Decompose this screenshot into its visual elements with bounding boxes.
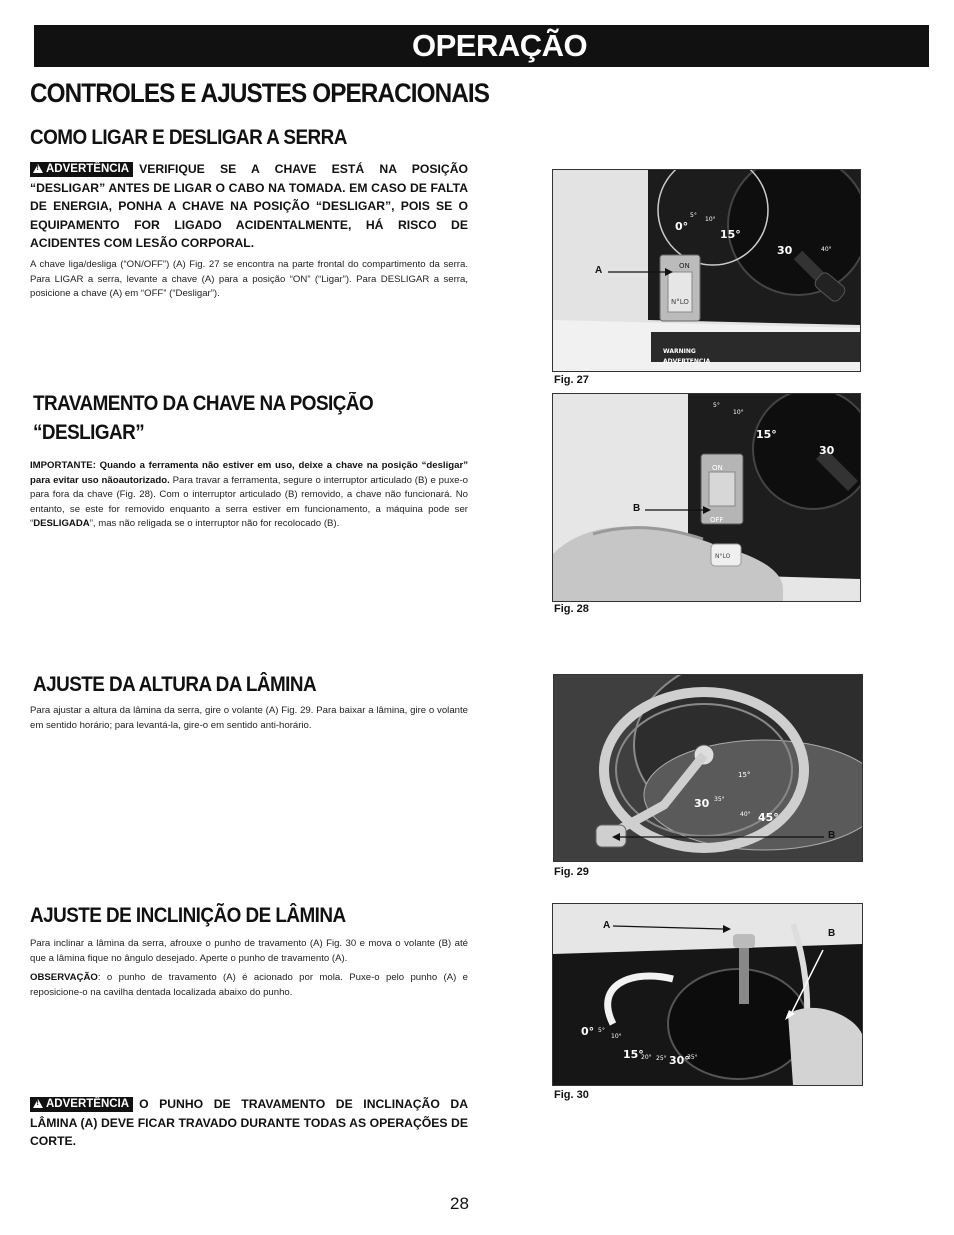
body-altura: Para ajustar a altura da lâmina da serra, gire o volante (A) Fig. 29. Para baixar a lâmina, gire o volante em sentido horário; para levantá-la, gire-o em sentido anti-horário. <box>30 705 468 731</box>
svg-text:25°: 25° <box>656 1055 667 1062</box>
svg-text:30: 30 <box>777 244 793 257</box>
warning-triangle-icon <box>33 164 43 173</box>
figure-30 <box>552 903 863 1086</box>
page-number: 28 <box>450 1194 469 1213</box>
svg-text:40°: 40° <box>821 246 832 253</box>
figure-29-photo <box>554 675 862 861</box>
svg-text:5°: 5° <box>598 1027 605 1034</box>
label-a: A <box>603 920 611 931</box>
section-title-travamento-line1: TRAVAMENTO DA CHAVE NA POSIÇÃO <box>33 392 374 415</box>
figure-28-photo <box>553 394 860 601</box>
svg-text:10°: 10° <box>733 409 744 416</box>
label-b: B <box>633 503 641 514</box>
caption-fig-30: Fig. 30 <box>554 1089 589 1101</box>
body-inclinacao: Para inclinar a lâmina da serra, afrouxe o punho de travamento (A) Fig. 30 e mova o volante (B) até que a lâmina fique no ângulo desejado. Aperte o punho de travamento (A). <box>30 938 468 964</box>
page-title: CONTROLES E AJUSTES OPERACIONAIS <box>30 78 490 108</box>
warning-text: VERIFIQUE SE A CHAVE ESTÁ NA POSIÇÃO “DESLIGAR” ANTES DE LIGAR O CABO NA TOMADA. EM CASO DE FALTA DE ENERGIA, PONHA A CHAVE NA POSIÇÃO “DESLIGAR”, POIS SE O EQUIPAMENTO FOR LIGADO ACIDENTALMENTE, HÁ RISCO DE ACIDENTES COM LESÃO CORPORAL. <box>30 162 468 251</box>
svg-text:N°LO: N°LO <box>671 298 689 306</box>
svg-text:35°: 35° <box>687 1054 698 1061</box>
svg-text:30: 30 <box>694 797 710 810</box>
svg-text:45°: 45° <box>758 811 779 824</box>
svg-text:15°: 15° <box>623 1048 644 1061</box>
label-a: A <box>595 265 603 276</box>
caption-fig-29: Fig. 29 <box>554 866 589 878</box>
warning-triangle-icon <box>33 1099 43 1108</box>
warning-ligar <box>30 160 468 253</box>
svg-text:5°: 5° <box>713 402 720 409</box>
section-title-inclinacao: AJUSTE DE INCLINIÇÃO DE LÂMINA <box>30 904 346 927</box>
section-title-ligar: COMO LIGAR E DESLIGAR A SERRA <box>30 126 347 149</box>
svg-text:ON: ON <box>679 262 690 270</box>
figure-29 <box>553 674 863 862</box>
svg-text:35°: 35° <box>714 796 725 803</box>
figure-27 <box>552 169 861 372</box>
warning-text: O PUNHO DE TRAVAMENTO DE INCLINAÇÃO DA LÂMINA (A) DEVE FICAR TRAVADO DURANTE TODAS AS OPERAÇÕES DE CORTE. <box>30 1097 468 1149</box>
section-banner: OPERAÇÃO <box>34 25 929 67</box>
svg-text:WARNING: WARNING <box>663 348 696 355</box>
svg-text:30°: 30° <box>669 1054 690 1067</box>
svg-text:20°: 20° <box>641 1054 652 1061</box>
svg-text:ADVERTENCIA: ADVERTENCIA <box>663 358 711 365</box>
svg-text:15°: 15° <box>738 771 751 779</box>
figure-30-photo <box>553 904 862 1085</box>
svg-text:0°: 0° <box>581 1025 595 1038</box>
section-title-travamento-line2: “DESLIGAR” <box>33 421 145 444</box>
svg-text:OFF: OFF <box>710 516 724 524</box>
section-title-altura: AJUSTE DA ALTURA DA LÂMINA <box>33 673 317 696</box>
figure-28 <box>552 393 861 602</box>
svg-text:15°: 15° <box>756 428 777 441</box>
svg-text:15°: 15° <box>720 228 741 241</box>
svg-text:30: 30 <box>819 444 835 457</box>
svg-text:0°: 0° <box>675 220 689 233</box>
warning-inclinacao <box>30 1095 468 1151</box>
warning-badge: !ADVERTÊNCIA <box>30 162 133 177</box>
label-b: B <box>828 830 836 841</box>
svg-text:ON: ON <box>712 464 723 472</box>
body-ligar: A chave liga/desliga (“ON/OFF”) (A) Fig. 27 se encontra na parte frontal do compartimento da serra. Para LIGAR a serra, levante a chave (A) para a posição “ON” (“Ligar”). Para DESLIGAR a serra, posicione a chave (A) em “OFF” (“Desligar”). <box>30 259 468 300</box>
observacao: OBSERVAÇÃO: o punho de travamento (A) é acionado por mola. Puxe-o pelo punho (A) e reposicione-o na cavilha dentada localizada abaixo do punho. <box>30 972 468 998</box>
warning-badge: !ADVERTÊNCIA <box>30 1097 133 1112</box>
svg-text:N°LO: N°LO <box>715 553 731 560</box>
svg-text:10°: 10° <box>705 216 716 223</box>
important-note: IMPORTANTE: Quando a ferramenta não estiver em uso, deixe a chave na posição “desligar” para evitar uso nãoautorizado. <box>30 460 468 486</box>
svg-text:40°: 40° <box>740 811 751 818</box>
body-travamento: IMPORTANTE: Quando a ferramenta não estiver em uso, deixe a chave na posição “desligar” para evitar uso nãoautorizado. Para travar a ferramenta, segure o interruptor articulado (B) e puxe-o para fora da chave (Fig. 28). Com o interruptor articulado (B) removido, a chave não funcionará. No entanto, se este for removido enquanto a serra estiver em funcionamento, a máquina pode ser “DESLIGADA”, mas não religada se o interruptor não for recolocado (B). <box>30 460 468 530</box>
svg-text:5°: 5° <box>690 212 697 219</box>
svg-text:10°: 10° <box>611 1033 622 1040</box>
label-b: B <box>828 928 836 939</box>
caption-fig-27: Fig. 27 <box>554 374 589 386</box>
caption-fig-28: Fig. 28 <box>554 603 589 615</box>
